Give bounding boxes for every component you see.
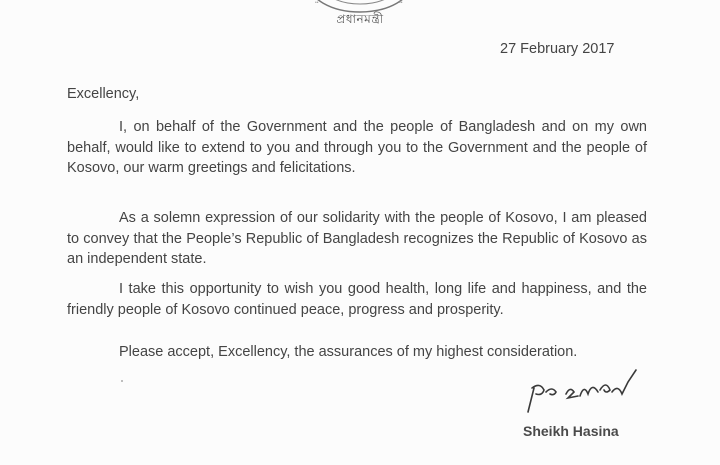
signer-name: Sheikh Hasina [523, 423, 619, 439]
paragraph-text: Please accept, Excellency, the assurances of my highest consideration. [119, 344, 578, 360]
paragraph-recognition [67, 208, 647, 270]
paragraph-text: As a solemn expression of our solidarity with the people of Kosovo, I am pleased to convey that the People’s Republic of Bangladesh recognizes the Republic of Kosovo as an independent state. [67, 210, 647, 267]
seal-caption: প্রধানমন্ত্রী [336, 12, 384, 26]
paragraph-text: I take this opportunity to wish you good health, long life and happiness, and the friendly people of Kosovo continued peace, progress and prosperity. [67, 281, 647, 318]
svg-text:••: •• [399, 0, 403, 6]
svg-text:••: •• [315, 0, 319, 6]
paragraph-greetings [67, 117, 647, 179]
letter-date: 27 February 2017 [500, 41, 615, 57]
salutation: Excellency, [67, 86, 140, 102]
handwritten-signature-icon [520, 368, 660, 418]
paragraph-wishes [67, 279, 647, 320]
paper-speck [121, 380, 123, 382]
paragraph-text: I, on behalf of the Government and the people of Bangladesh and on my own behalf, would like to extend to you and through you to the Government and the people of Kosovo, our warm greetings and felicitations. [67, 119, 647, 176]
paragraph-closing [67, 342, 647, 363]
